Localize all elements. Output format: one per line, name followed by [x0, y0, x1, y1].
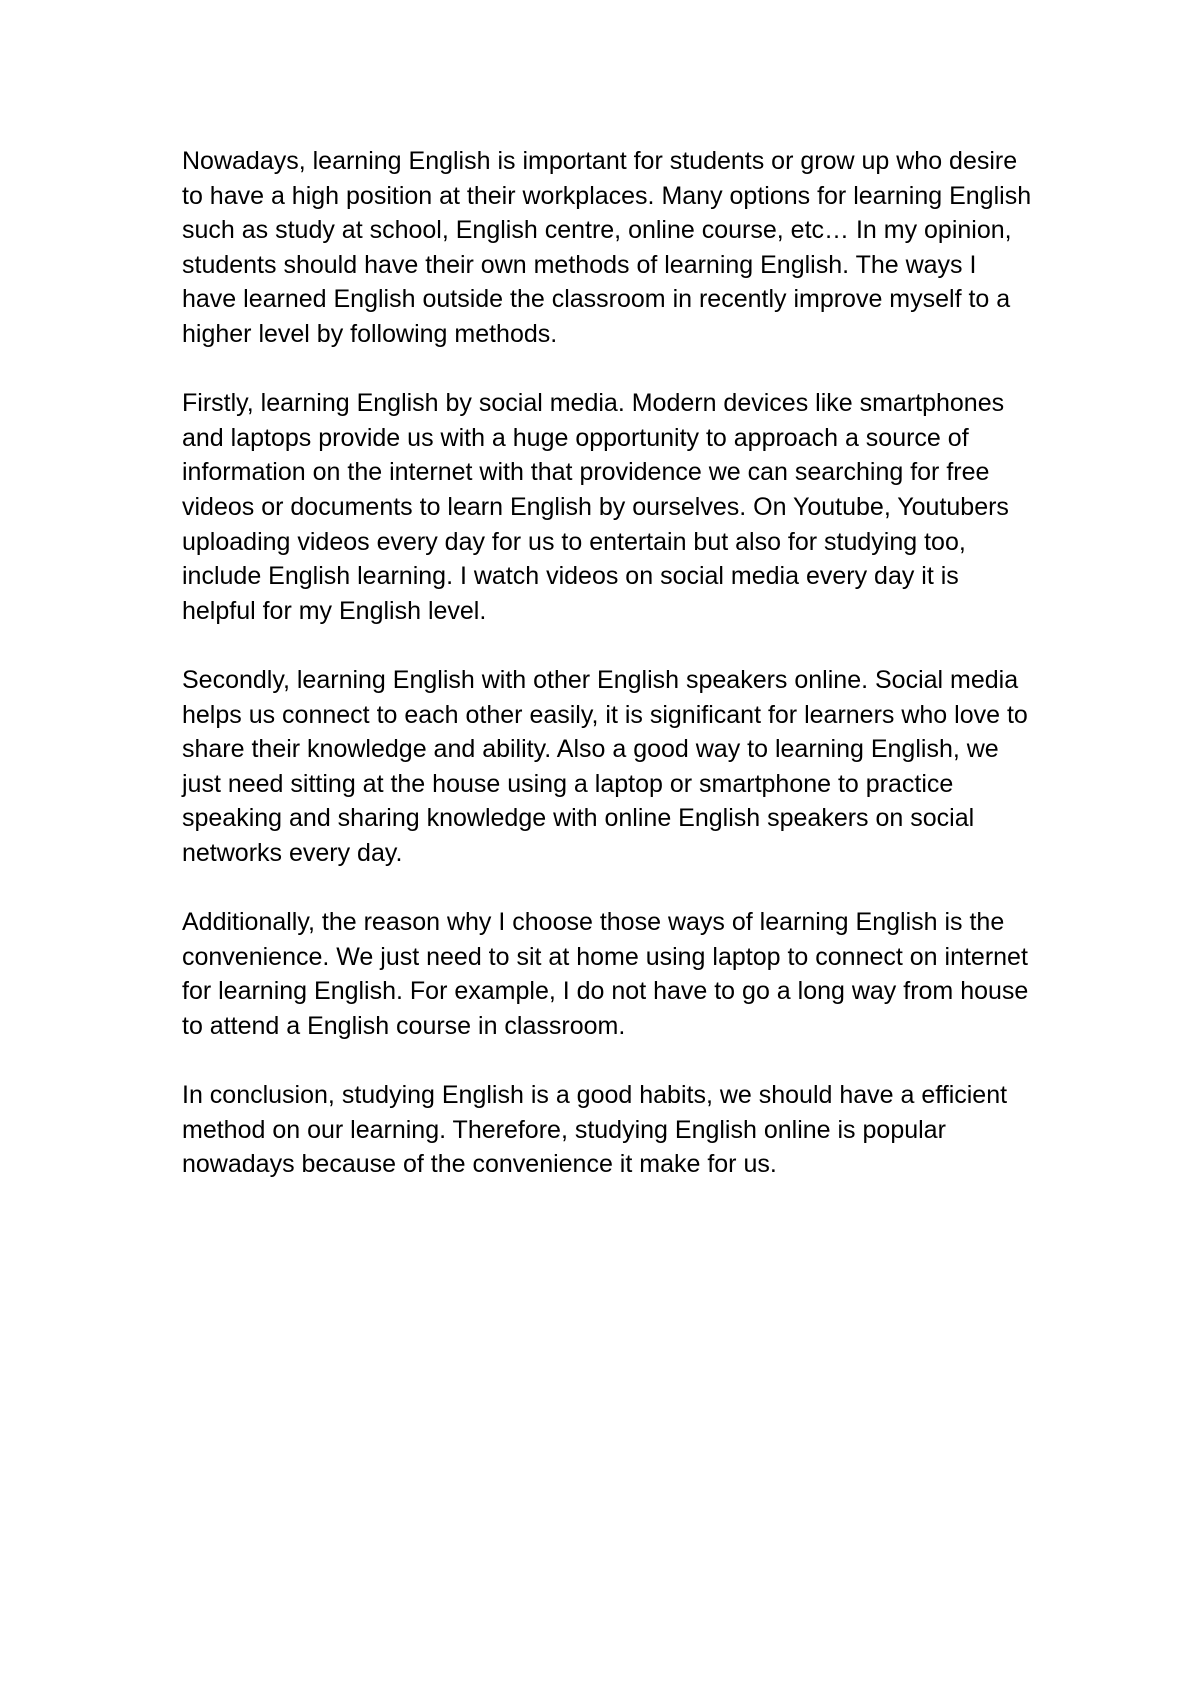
- paragraph-firstly: Firstly, learning English by social media. Modern devices like smartphones and laptops provide us with a huge opportunity to approach a source of information on the internet with that providence we can searching for free videos or documents to learn English by ourselves. On Youtube, Youtubers uploading videos every day for us to entertain but also for studying too, include English learning. I watch videos on social media every day it is helpful for my English level.: [182, 389, 1009, 625]
- paragraph-conclusion: In conclusion, studying English is a good habits, we should have a efficient method on our learning. Therefore, studying English online is popular nowadays because of the convenience it make for us.: [182, 1081, 1008, 1179]
- paragraph-secondly: Secondly, learning English with other English speakers online. Social media helps us connect to each other easily, it is significant for learners who love to share their knowledge and ability. Also a good way to learning English, we just need sitting at the house using a laptop or smartphone to practice speaking and sharing knowledge with online English speakers on social networks every day.: [182, 665, 1028, 867]
- paragraph-introduction: Nowadays, learning English is important for students or grow up who desire to have a high position at their workplaces. Many options for learning English such as study at school, English centre, online course, etc… In my opinion, students should have their own methods of learning English. The ways I have learned English outside the classroom in recently improve myself to a higher level by following methods.: [182, 147, 1032, 348]
- document-body: [182, 144, 1032, 1216]
- paragraph-additionally: Additionally, the reason why I choose those ways of learning English is the convenience. We just need to sit at home using laptop to connect on internet for learning English. For example, I do not have to go a long way from house to attend a English course in classroom.: [182, 908, 1029, 1040]
